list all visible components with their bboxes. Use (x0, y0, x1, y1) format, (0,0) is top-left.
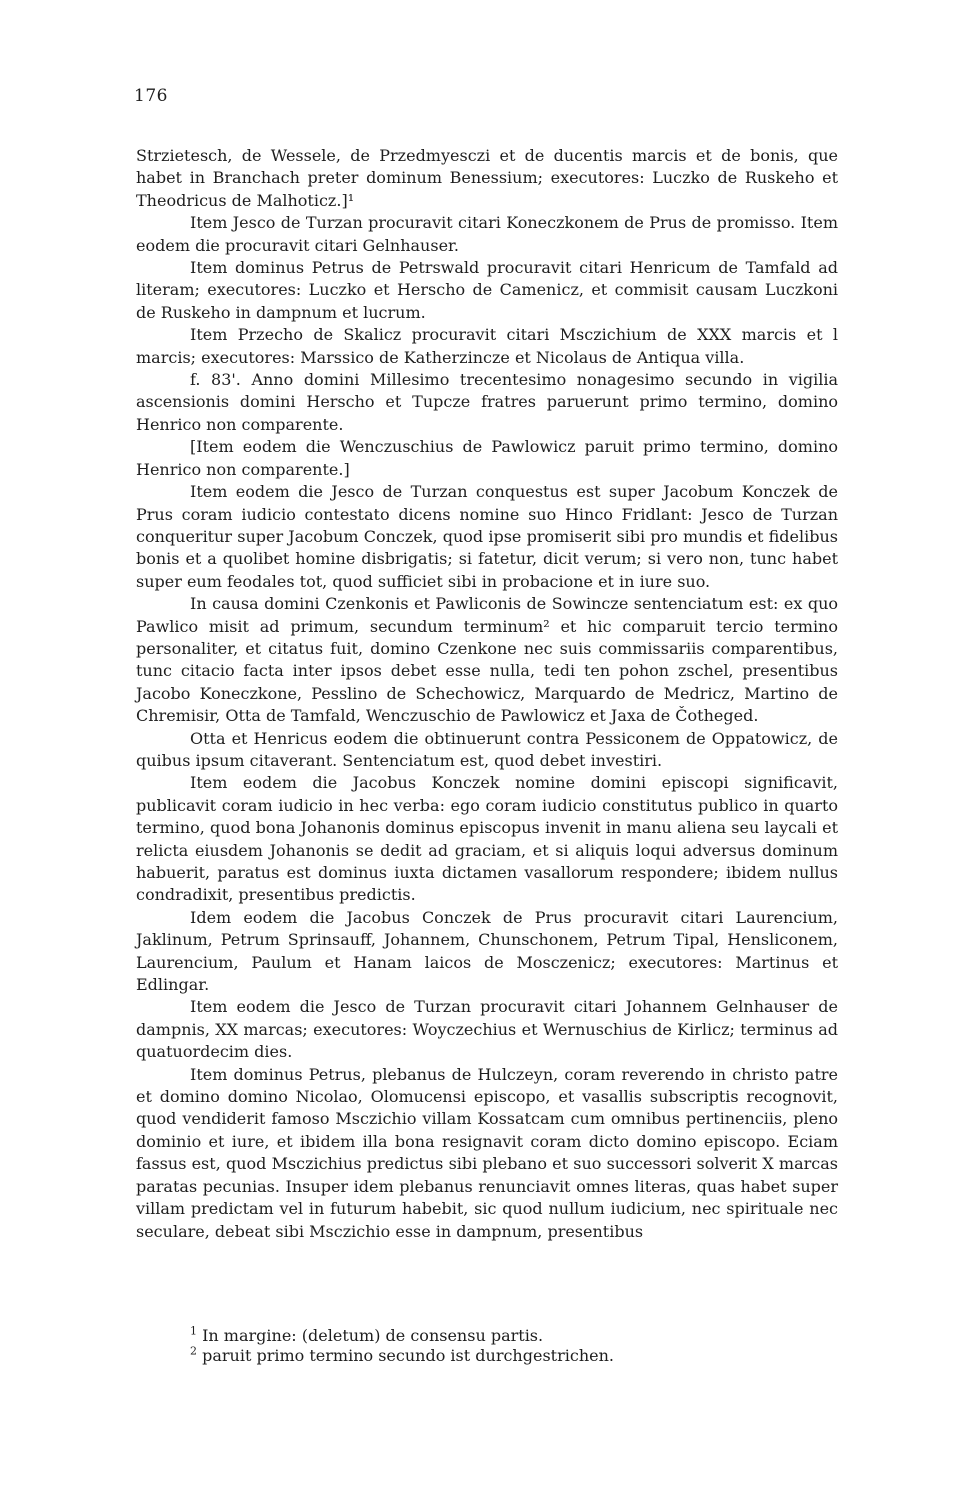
paragraph-1: Strzietesch, de Wessele, de Przedmyesczi et de ducentis marcis et de bonis, que habet in Branchach preter dominum Benessium; executores: Luczko de Ruskeho et Theodricus de Malhoticz.]¹ (136, 146, 838, 210)
paragraph-10: Item eodem die Jacobus Konczek nomine domini episcopi significavit, publicavit coram iudicio in hec verba: ego coram iudicio constitutus publico in quarto termino, quod bona Johanonis dominus episcopus invenit in manu aliena seu laycali et relicta eiusdem Johanonis se dedit ad graciam, et si aliquis loqui adversus dominum habuerit, paratus est dominus iuxta dictamen vasallorum respondere; ibidem nullus condradixit, presentibus predictis. (136, 773, 838, 905)
footnotes (136, 1326, 838, 1366)
footnote-1 (136, 1326, 838, 1346)
paragraph-6: [Item eodem die Wenczuschius de Pawlowicz paruit primo termino, domino Henrico non comparente.] (136, 437, 838, 479)
paragraph-8: In causa domini Czenkonis et Pawliconis de Sowincze sentenciatum est: ex quo Pawlico misit ad primum, secundum terminum² et hic comparuit tercio termino personaliter, et citatus fuit, domino Czenkone nec suis commissariis comparentibus, tunc citacio facta inter ipsos debet esse nulla, tedi ten pohon zschel, presentibus Jacobo Koneczkone, Pesslino de Schechowicz, Marquardo de Medricz, Martino de Chremisir, Otta de Tamfald, Wenczuschio de Pawlowicz et Jaxa de Čotheged. (136, 594, 838, 726)
paragraph-5: f. 83'. Anno domini Millesimo trecentesimo nonagesimo secundo in vigilia ascensionis domini Herscho et Tupcze fratres paruerunt primo termino, domino Henrico non comparente. (136, 370, 838, 434)
paragraph-7: Item eodem die Jesco de Turzan conquestus est super Jacobum Konczek de Prus coram iudicio contestato dicens nomine suo Hinco Fridlant: Jesco de Turzan conqueritur super Jacobum Conczek, quod ipse promiserit sibi pro mundis et fidelibus bonis et a quolibet homine disbrigatis; si fatetur, dicit verum; si vero non, tunc habet super eum feodales tot, quod sufficiet sibi in probacione et in iure suo. (136, 482, 838, 591)
paragraph-4: Item Przecho de Skalicz procuravit citari Msczichium de XXX marcis et l marcis; executores: Marssico de Katherzincze et Nicolaus de Antiqua villa. (136, 325, 838, 367)
paragraph-11: Idem eodem die Jacobus Conczek de Prus procuravit citari Laurencium, Jaklinum, Petrum Sprinsauff, Johannem, Chunschonem, Petrum Tipal, Hensliconem, Laurencium, Paulum et Hanam laicos de Mosczenicz; executores: Martinus et Edlingar. (136, 907, 838, 995)
paragraph-2: Item Jesco de Turzan procuravit citari Koneczkonem de Prus de promisso. Item eodem die procuravit citari Gelnhauser. (136, 213, 838, 255)
page-number: 176 (134, 86, 168, 106)
footnote-text: In margine: (deletum) de consensu partis. (202, 1326, 544, 1345)
footnote-mark: 1 (190, 1324, 197, 1338)
footnote-mark: 2 (190, 1344, 197, 1358)
paragraph-9: Otta et Henricus eodem die obtinuerunt contra Pessiconem de Oppatowicz, de quibus ipsum citaverant. Sentenciatum est, quod debet investiri. (136, 728, 838, 770)
paragraph-12: Item eodem die Jesco de Turzan procuravit citari Johannem Gelnhauser de dampnis, XX marcas; executores: Woyczechius et Wernuschius de Kirlicz; terminus ad quatuordecim dies. (136, 997, 838, 1062)
paragraph-3: Item dominus Petrus de Petrswald procuravit citari Henricum de Tamfald ad literam; executores: Luczko et Herscho de Camenicz, et commisit causam Luczkoni de Ruskeho in dampnum et lucrum. (136, 258, 838, 322)
footnote-text: paruit primo termino secundo ist durchgestrichen. (202, 1346, 614, 1365)
footnote-2 (136, 1346, 838, 1366)
paragraph-13: Item dominus Petrus, plebanus de Hulczeyn, coram reverendo in christo patre et domino domino Nicolao, Olomucensi episcopo, et vasallis subscriptis recognovit, quod vendiderit famoso Msczichio villam Kossatcam cum omnibus pertinenciis, pleno dominio et iure, et ibidem illa bona resignavit coram dicto domino episcopo. Eciam fassus est, quod Msczichius predictus sibi plebano et suo successori solverit X marcas paratas pecunias. Insuper idem plebanus renunciavit omnes literas, quas habet super villam predictam vel in futurum habebit, sic quod nullum iudicium, nec spirituale nec seculare, debeat sibi Msczichio esse in dampnum, presentibus (136, 1064, 838, 1241)
body-text (136, 145, 838, 1243)
